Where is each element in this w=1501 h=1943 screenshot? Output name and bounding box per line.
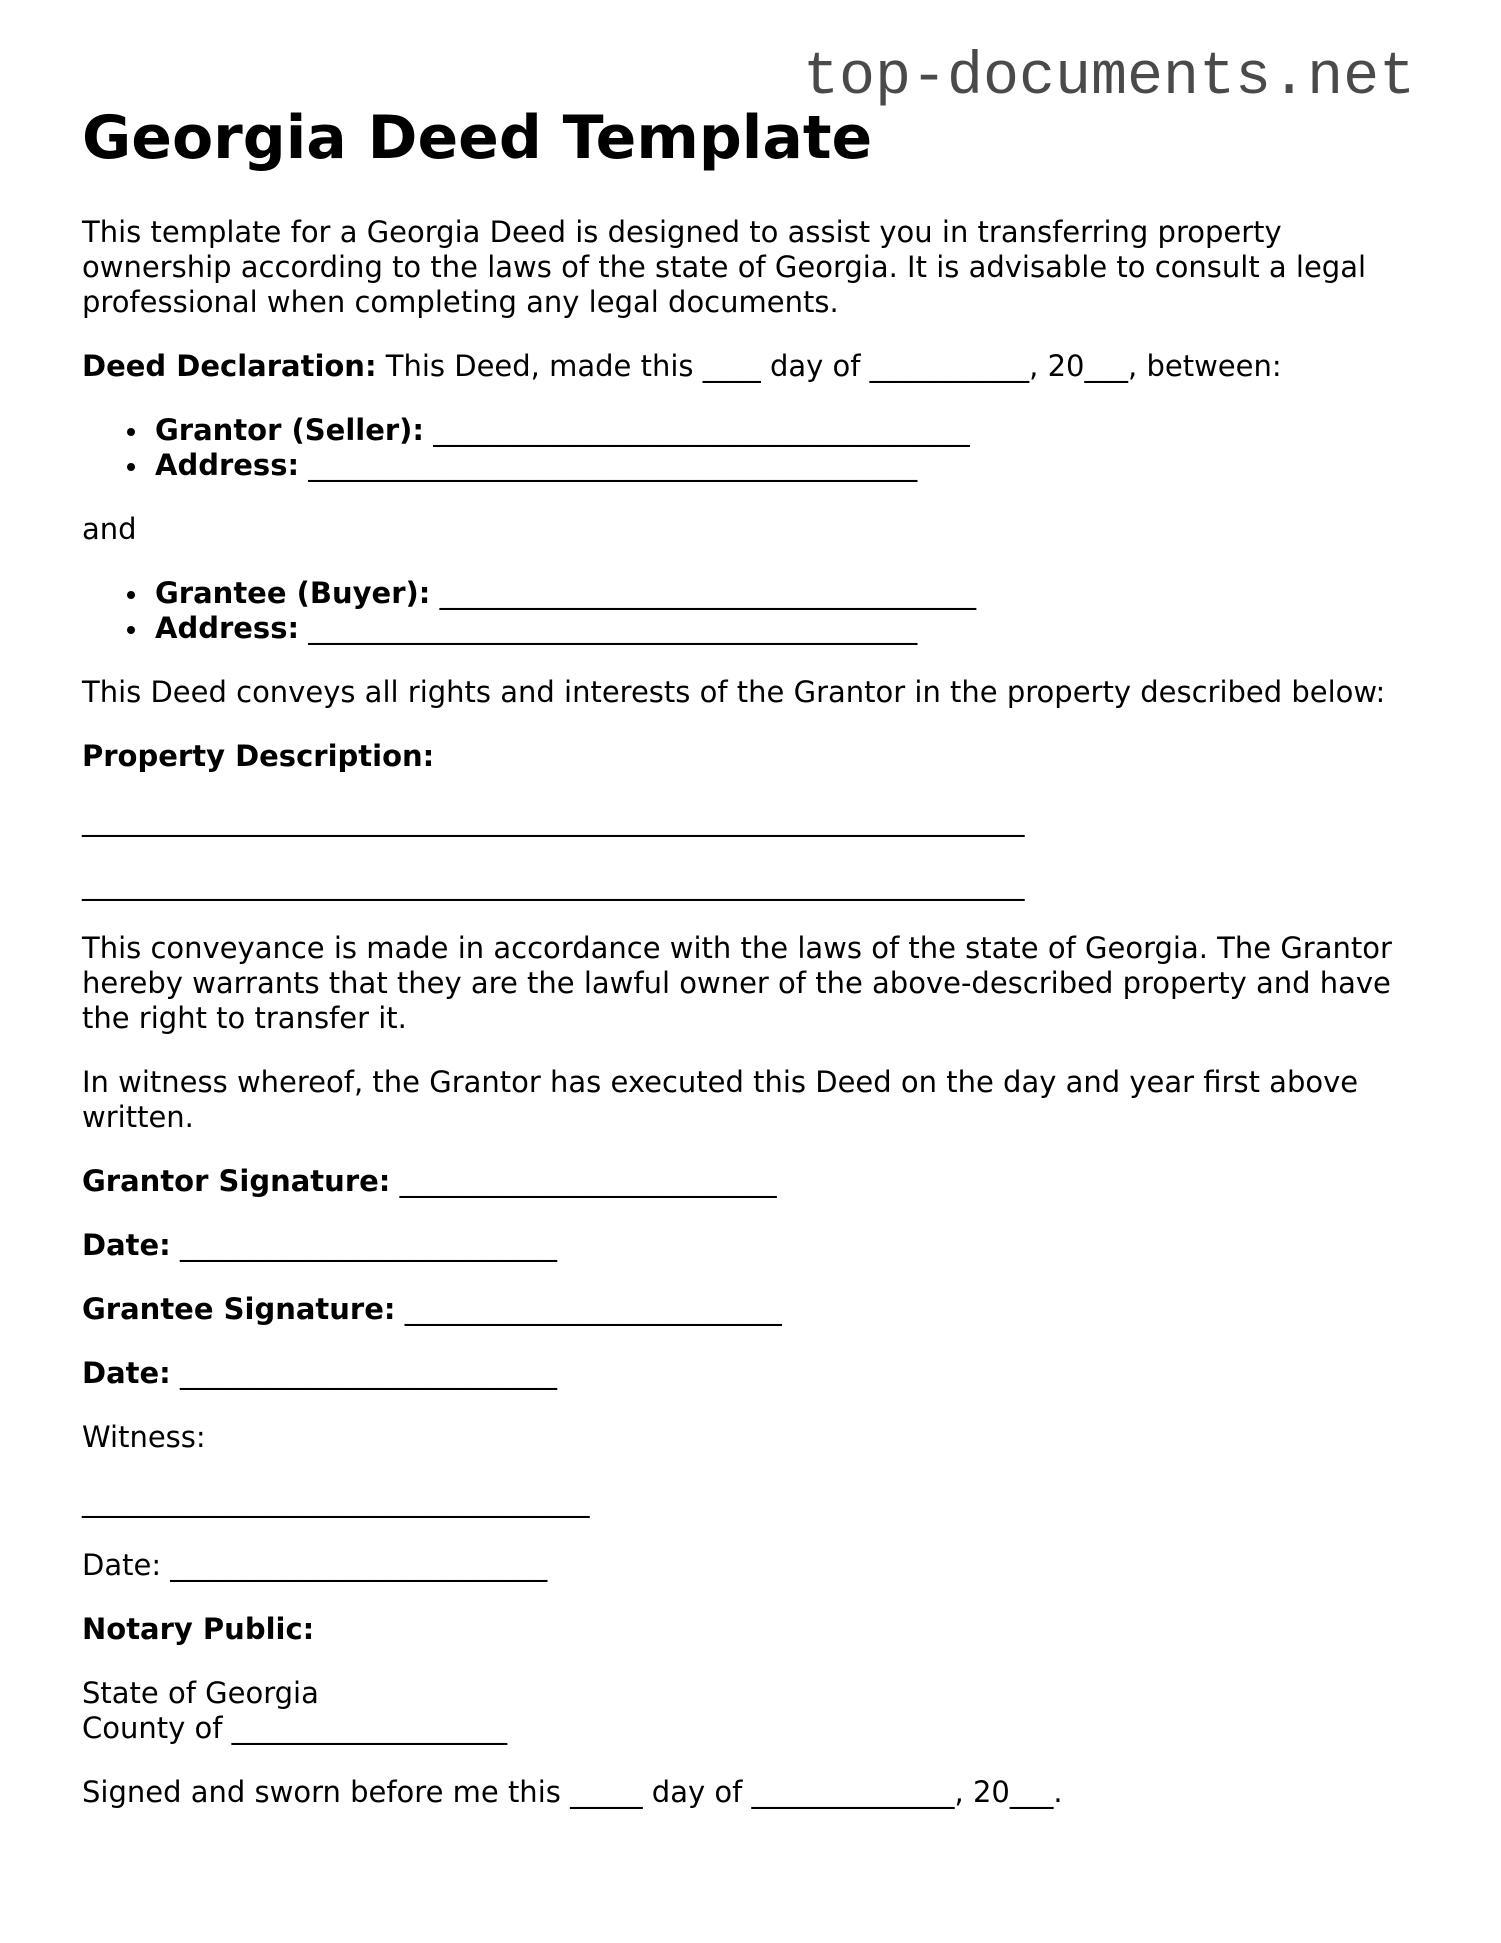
conveyance-paragraph: This conveyance is made in accordance with the laws of the state of Georgia. The Grantor hereby warrants that they are the lawful owner of the above-described property and have the right to transfer it. [82, 931, 1392, 1035]
grantor-date-blank: __________________________ [170, 1228, 557, 1262]
property-description-line-2: _________________________________________________________________ [82, 867, 1025, 901]
grantor-signature-line [82, 1164, 1422, 1199]
grantee-name-blank: _____________________________________ [430, 576, 977, 610]
document-page [82, 100, 1422, 1839]
notary-county: County of ___________________ [82, 1711, 508, 1745]
property-description-label: Property Description: [82, 739, 435, 773]
declaration-label: Deed Declaration: [82, 349, 377, 383]
grantee-address-field [155, 611, 1422, 646]
grantee-date-blank: __________________________ [170, 1356, 557, 1390]
witness-whereof-paragraph: In witness whereof, the Grantor has executed this Deed on the day and year first above written. [82, 1065, 1359, 1134]
witness-date-line: Date: __________________________ [82, 1548, 548, 1582]
grantee-address-label: Address: [155, 611, 300, 645]
deed-declaration [82, 349, 1422, 384]
witness-label: Witness: [82, 1420, 206, 1454]
grantee-signature-label: Grantee Signature: [82, 1292, 396, 1326]
notary-public-label: Notary Public: [82, 1612, 315, 1646]
grantor-signature-blank: __________________________ [390, 1164, 777, 1198]
watermark-text: top-documents.net [803, 44, 1416, 112]
notary-venue [82, 1676, 1422, 1746]
property-description-line-1: _________________________________________________________________ [82, 803, 1025, 837]
grantor-name-blank: _____________________________________ [424, 413, 970, 447]
grantor-signature-label: Grantor Signature: [82, 1164, 391, 1198]
grantor-address-label: Address: [155, 448, 300, 482]
conveys-paragraph: This Deed conveys all rights and interests of the Grantor in the property described below: [82, 675, 1386, 709]
declaration-text: This Deed, made this ____ day of ___________, 20___, between: [376, 349, 1282, 383]
witness-signature-line: ___________________________________ [82, 1484, 590, 1518]
notary-state: State of Georgia [82, 1676, 319, 1710]
grantor-address-blank: __________________________________________ [299, 448, 918, 482]
and-text: and [82, 512, 137, 546]
grantee-name-label: Grantee (Buyer): [155, 576, 431, 610]
grantee-date-label: Date: [82, 1356, 171, 1390]
grantor-date-label: Date: [82, 1228, 171, 1262]
grantee-date-line [82, 1356, 1422, 1391]
grantee-signature-blank: __________________________ [395, 1292, 782, 1326]
grantor-address-field [155, 448, 1422, 483]
grantee-fields [82, 576, 1422, 646]
document-title: Georgia Deed Template [82, 103, 873, 173]
grantor-name-field [155, 413, 1422, 448]
grantee-signature-line [82, 1292, 1422, 1327]
grantee-address-blank: __________________________________________ [299, 611, 918, 645]
grantor-name-label: Grantor (Seller): [155, 413, 425, 447]
intro-paragraph: This template for a Georgia Deed is designed to assist you in transferring property ownership according to the laws of the state of Georgia. It is advisable to consult a legal professional when completing any legal documents. [82, 215, 1367, 319]
grantor-fields [82, 413, 1422, 483]
grantee-name-field [155, 576, 1422, 611]
notary-sworn-line: Signed and sworn before me this _____ day of ______________, 20___. [82, 1775, 1063, 1809]
grantor-date-line [82, 1228, 1422, 1263]
